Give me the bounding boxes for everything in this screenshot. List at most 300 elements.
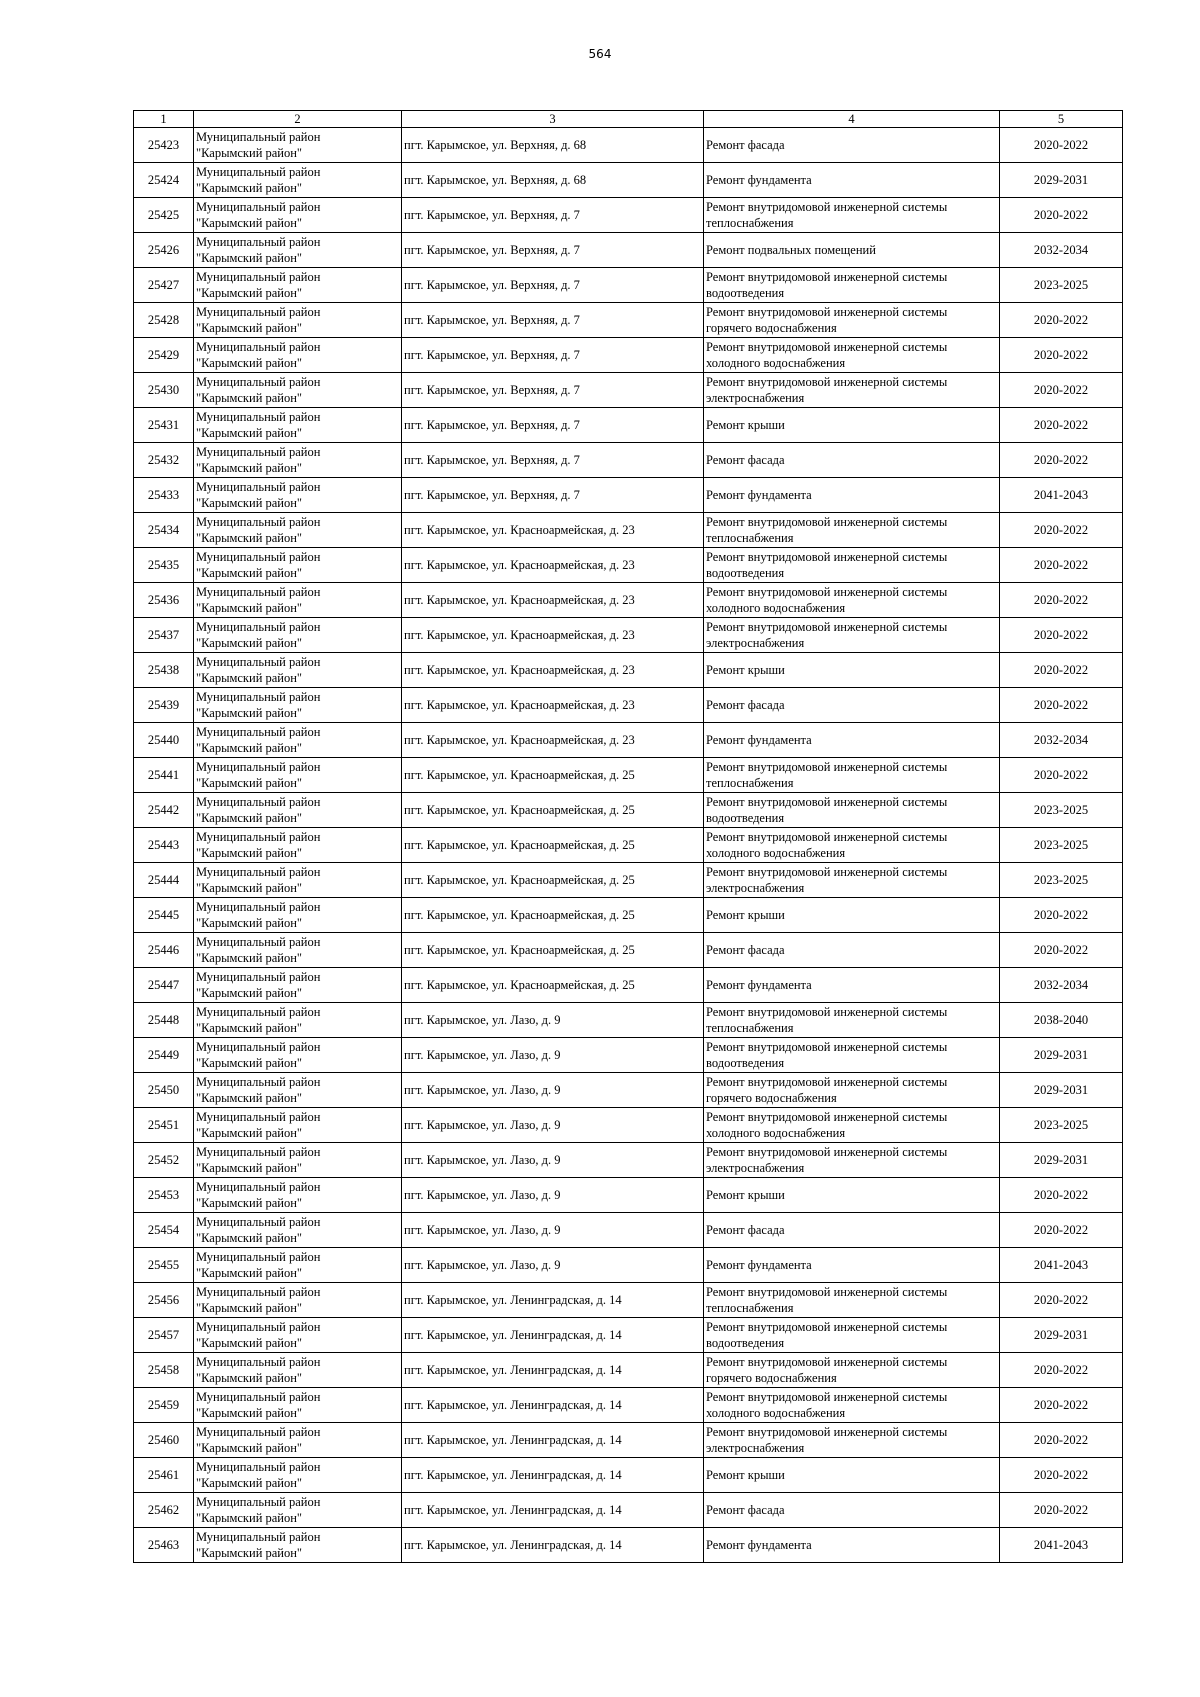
work-type-cell — [704, 1248, 1000, 1283]
years-cell: 2020-2022 — [1000, 583, 1123, 618]
district-line-2: "Карымский район" — [196, 1546, 303, 1560]
column-header-5: 5 — [1000, 111, 1123, 128]
years-cell: 2038-2040 — [1000, 1003, 1123, 1038]
years-cell: 2032-2034 — [1000, 233, 1123, 268]
years-cell: 2020-2022 — [1000, 1388, 1123, 1423]
work-line-1: Ремонт внутридомовой инженерной системы — [706, 375, 948, 389]
address-cell: пгт. Карымское, ул. Ленинградская, д. 14 — [402, 1388, 704, 1423]
work-line-1: Ремонт внутридомовой инженерной системы — [706, 865, 948, 879]
table-row — [134, 1143, 1123, 1178]
years-cell: 2020-2022 — [1000, 443, 1123, 478]
district-cell — [194, 1528, 402, 1563]
table-row — [134, 1108, 1123, 1143]
address-cell: пгт. Карымское, ул. Красноармейская, д. 25 — [402, 968, 704, 1003]
row-number: 25463 — [134, 1528, 194, 1563]
row-number: 25429 — [134, 338, 194, 373]
address-cell: пгт. Карымское, ул. Красноармейская, д. 25 — [402, 863, 704, 898]
years-cell: 2029-2031 — [1000, 1073, 1123, 1108]
district-cell — [194, 443, 402, 478]
work-type-cell — [704, 1318, 1000, 1353]
work-line-1: Ремонт внутридомовой инженерной системы — [706, 1320, 948, 1334]
table-row — [134, 1318, 1123, 1353]
district-cell — [194, 968, 402, 1003]
district-cell — [194, 478, 402, 513]
table-row — [134, 793, 1123, 828]
district-line-1: Муниципальный район — [196, 1075, 321, 1089]
row-number: 25438 — [134, 653, 194, 688]
table-row — [134, 478, 1123, 513]
work-type-cell — [704, 688, 1000, 723]
work-line-2: водоотведения — [706, 566, 785, 580]
district-line-1: Муниципальный район — [196, 1530, 321, 1544]
district-cell — [194, 898, 402, 933]
district-line-1: Муниципальный район — [196, 585, 321, 599]
work-line-1: Ремонт фасада — [706, 943, 785, 957]
table-row — [134, 1283, 1123, 1318]
work-line-2: водоотведения — [706, 1056, 785, 1070]
row-number: 25439 — [134, 688, 194, 723]
work-line-2: теплоснабжения — [706, 1301, 794, 1315]
table-row — [134, 653, 1123, 688]
work-type-cell — [704, 373, 1000, 408]
row-number: 25445 — [134, 898, 194, 933]
district-line-1: Муниципальный район — [196, 410, 321, 424]
table-row — [134, 548, 1123, 583]
district-cell — [194, 723, 402, 758]
row-number: 25443 — [134, 828, 194, 863]
district-line-1: Муниципальный район — [196, 760, 321, 774]
district-line-2: "Карымский район" — [196, 951, 303, 965]
row-number: 25432 — [134, 443, 194, 478]
years-cell: 2020-2022 — [1000, 653, 1123, 688]
work-type-cell — [704, 933, 1000, 968]
row-number: 25427 — [134, 268, 194, 303]
address-cell: пгт. Карымское, ул. Красноармейская, д. 25 — [402, 898, 704, 933]
district-cell — [194, 1283, 402, 1318]
row-number: 25462 — [134, 1493, 194, 1528]
page-number: 564 — [588, 47, 612, 61]
work-line-1: Ремонт фасада — [706, 1223, 785, 1237]
years-cell: 2023-2025 — [1000, 828, 1123, 863]
district-line-2: "Карымский район" — [196, 1091, 303, 1105]
table-row — [134, 1528, 1123, 1563]
work-type-cell — [704, 1458, 1000, 1493]
row-number: 25433 — [134, 478, 194, 513]
district-line-1: Муниципальный район — [196, 305, 321, 319]
years-cell: 2020-2022 — [1000, 513, 1123, 548]
work-type-cell — [704, 758, 1000, 793]
district-line-1: Муниципальный район — [196, 130, 321, 144]
work-line-1: Ремонт внутридомовой инженерной системы — [706, 550, 948, 564]
work-line-1: Ремонт внутридомовой инженерной системы — [706, 795, 948, 809]
district-cell — [194, 128, 402, 163]
years-cell: 2041-2043 — [1000, 1528, 1123, 1563]
district-line-1: Муниципальный район — [196, 1005, 321, 1019]
district-cell — [194, 408, 402, 443]
address-cell: пгт. Карымское, ул. Ленинградская, д. 14 — [402, 1318, 704, 1353]
address-cell: пгт. Карымское, ул. Верхняя, д. 68 — [402, 163, 704, 198]
table-row — [134, 1073, 1123, 1108]
table-row — [134, 1003, 1123, 1038]
table-row — [134, 1038, 1123, 1073]
district-cell — [194, 758, 402, 793]
table-row — [134, 1458, 1123, 1493]
years-cell: 2020-2022 — [1000, 1423, 1123, 1458]
address-cell: пгт. Карымское, ул. Лазо, д. 9 — [402, 1213, 704, 1248]
work-line-2: холодного водоснабжения — [706, 1126, 846, 1140]
district-line-2: "Карымский район" — [196, 846, 303, 860]
work-line-2: водоотведения — [706, 811, 785, 825]
work-line-2: водоотведения — [706, 286, 785, 300]
years-cell: 2020-2022 — [1000, 373, 1123, 408]
years-cell: 2020-2022 — [1000, 1458, 1123, 1493]
district-cell — [194, 548, 402, 583]
district-line-1: Муниципальный район — [196, 725, 321, 739]
address-cell: пгт. Карымское, ул. Красноармейская, д. 23 — [402, 513, 704, 548]
district-line-1: Муниципальный район — [196, 1285, 321, 1299]
address-cell: пгт. Карымское, ул. Ленинградская, д. 14 — [402, 1493, 704, 1528]
district-line-2: "Карымский район" — [196, 1231, 303, 1245]
address-cell: пгт. Карымское, ул. Верхняя, д. 7 — [402, 373, 704, 408]
work-line-1: Ремонт внутридомовой инженерной системы — [706, 1005, 948, 1019]
years-cell: 2020-2022 — [1000, 548, 1123, 583]
table-row — [134, 198, 1123, 233]
work-type-cell — [704, 583, 1000, 618]
district-cell — [194, 198, 402, 233]
years-cell: 2020-2022 — [1000, 338, 1123, 373]
row-number: 25423 — [134, 128, 194, 163]
years-cell: 2020-2022 — [1000, 1178, 1123, 1213]
address-cell: пгт. Карымское, ул. Лазо, д. 9 — [402, 1143, 704, 1178]
work-line-1: Ремонт фундамента — [706, 1258, 812, 1272]
work-type-cell — [704, 1493, 1000, 1528]
row-number: 25435 — [134, 548, 194, 583]
district-line-1: Муниципальный район — [196, 970, 321, 984]
work-line-1: Ремонт фундамента — [706, 173, 812, 187]
work-type-cell — [704, 723, 1000, 758]
district-line-2: "Карымский район" — [196, 986, 303, 1000]
district-line-1: Муниципальный район — [196, 655, 321, 669]
district-cell — [194, 583, 402, 618]
district-line-2: "Карымский район" — [196, 1266, 303, 1280]
work-line-1: Ремонт крыши — [706, 418, 785, 432]
years-cell: 2020-2022 — [1000, 198, 1123, 233]
work-type-cell — [704, 198, 1000, 233]
district-line-2: "Карымский район" — [196, 916, 303, 930]
work-type-cell — [704, 618, 1000, 653]
work-type-cell — [704, 968, 1000, 1003]
work-line-2: холодного водоснабжения — [706, 1406, 846, 1420]
table-row — [134, 1248, 1123, 1283]
work-line-1: Ремонт внутридомовой инженерной системы — [706, 1285, 948, 1299]
district-line-1: Муниципальный район — [196, 795, 321, 809]
district-line-2: "Карымский район" — [196, 321, 303, 335]
row-number: 25454 — [134, 1213, 194, 1248]
district-line-1: Муниципальный район — [196, 830, 321, 844]
years-cell: 2023-2025 — [1000, 863, 1123, 898]
row-number: 25426 — [134, 233, 194, 268]
work-type-cell — [704, 1528, 1000, 1563]
row-number: 25425 — [134, 198, 194, 233]
district-line-1: Муниципальный район — [196, 165, 321, 179]
address-cell: пгт. Карымское, ул. Красноармейская, д. 23 — [402, 548, 704, 583]
address-cell: пгт. Карымское, ул. Лазо, д. 9 — [402, 1248, 704, 1283]
column-header-2: 2 — [194, 111, 402, 128]
table-row — [134, 303, 1123, 338]
row-number: 25446 — [134, 933, 194, 968]
work-line-1: Ремонт внутридомовой инженерной системы — [706, 1355, 948, 1369]
district-line-2: "Карымский район" — [196, 881, 303, 895]
district-cell — [194, 1493, 402, 1528]
district-line-2: "Карымский район" — [196, 391, 303, 405]
district-line-1: Муниципальный район — [196, 480, 321, 494]
district-cell — [194, 653, 402, 688]
district-cell — [194, 1143, 402, 1178]
row-number: 25458 — [134, 1353, 194, 1388]
district-line-1: Муниципальный район — [196, 1250, 321, 1264]
years-cell: 2029-2031 — [1000, 163, 1123, 198]
district-cell — [194, 1213, 402, 1248]
address-cell: пгт. Карымское, ул. Ленинградская, д. 14 — [402, 1528, 704, 1563]
work-line-2: водоотведения — [706, 1336, 785, 1350]
district-line-1: Муниципальный район — [196, 620, 321, 634]
work-line-1: Ремонт крыши — [706, 1468, 785, 1482]
work-line-2: электроснабжения — [706, 881, 805, 895]
work-type-cell — [704, 1178, 1000, 1213]
address-cell: пгт. Карымское, ул. Лазо, д. 9 — [402, 1038, 704, 1073]
table-row — [134, 1353, 1123, 1388]
district-line-2: "Карымский район" — [196, 181, 303, 195]
district-line-2: "Карымский район" — [196, 1441, 303, 1455]
work-type-cell — [704, 1388, 1000, 1423]
table-row — [134, 758, 1123, 793]
table-row — [134, 443, 1123, 478]
work-type-cell — [704, 1073, 1000, 1108]
column-header-1: 1 — [134, 111, 194, 128]
years-cell: 2041-2043 — [1000, 1248, 1123, 1283]
address-cell: пгт. Карымское, ул. Красноармейская, д. 25 — [402, 793, 704, 828]
work-line-1: Ремонт внутридомовой инженерной системы — [706, 200, 948, 214]
address-cell: пгт. Карымское, ул. Красноармейская, д. 23 — [402, 583, 704, 618]
years-cell: 2023-2025 — [1000, 268, 1123, 303]
work-line-2: электроснабжения — [706, 391, 805, 405]
district-line-2: "Карымский район" — [196, 706, 303, 720]
district-cell — [194, 1353, 402, 1388]
district-line-1: Муниципальный район — [196, 200, 321, 214]
work-type-cell — [704, 163, 1000, 198]
work-type-cell — [704, 828, 1000, 863]
work-line-1: Ремонт внутридомовой инженерной системы — [706, 305, 948, 319]
table-row — [134, 513, 1123, 548]
row-number: 25436 — [134, 583, 194, 618]
district-line-1: Муниципальный район — [196, 445, 321, 459]
years-cell: 2020-2022 — [1000, 1353, 1123, 1388]
district-line-2: "Карымский район" — [196, 1126, 303, 1140]
district-line-1: Муниципальный район — [196, 1110, 321, 1124]
work-type-cell — [704, 233, 1000, 268]
district-line-1: Муниципальный район — [196, 900, 321, 914]
table-row — [134, 408, 1123, 443]
work-line-2: теплоснабжения — [706, 1021, 794, 1035]
district-line-2: "Карымский район" — [196, 601, 303, 615]
work-line-1: Ремонт внутридомовой инженерной системы — [706, 515, 948, 529]
district-line-2: "Карымский район" — [196, 1196, 303, 1210]
work-line-1: Ремонт внутридомовой инженерной системы — [706, 620, 948, 634]
table-row — [134, 968, 1123, 1003]
work-type-cell — [704, 1423, 1000, 1458]
row-number: 25451 — [134, 1108, 194, 1143]
years-cell: 2020-2022 — [1000, 1283, 1123, 1318]
work-line-2: горячего водоснабжения — [706, 1371, 837, 1385]
district-cell — [194, 1388, 402, 1423]
table-row — [134, 688, 1123, 723]
district-cell — [194, 1423, 402, 1458]
table-body — [134, 111, 1123, 1563]
table-row — [134, 863, 1123, 898]
work-type-cell — [704, 793, 1000, 828]
address-cell: пгт. Карымское, ул. Ленинградская, д. 14 — [402, 1423, 704, 1458]
table-row — [134, 1423, 1123, 1458]
district-line-2: "Карымский район" — [196, 1476, 303, 1490]
district-line-2: "Карымский район" — [196, 496, 303, 510]
district-line-2: "Карымский район" — [196, 216, 303, 230]
district-line-2: "Карымский район" — [196, 426, 303, 440]
address-cell: пгт. Карымское, ул. Лазо, д. 9 — [402, 1073, 704, 1108]
district-cell — [194, 373, 402, 408]
work-line-1: Ремонт фасада — [706, 698, 785, 712]
work-line-1: Ремонт внутридомовой инженерной системы — [706, 1145, 948, 1159]
district-line-1: Муниципальный район — [196, 1425, 321, 1439]
work-type-cell — [704, 303, 1000, 338]
row-number: 25430 — [134, 373, 194, 408]
work-line-1: Ремонт внутридомовой инженерной системы — [706, 1110, 948, 1124]
work-line-1: Ремонт внутридомовой инженерной системы — [706, 270, 948, 284]
work-type-cell — [704, 1213, 1000, 1248]
work-line-1: Ремонт фасада — [706, 453, 785, 467]
district-line-2: "Карымский район" — [196, 566, 303, 580]
district-cell — [194, 1318, 402, 1353]
district-line-2: "Карымский район" — [196, 1301, 303, 1315]
address-cell: пгт. Карымское, ул. Верхняя, д. 7 — [402, 303, 704, 338]
address-cell: пгт. Карымское, ул. Верхняя, д. 7 — [402, 268, 704, 303]
district-line-1: Муниципальный район — [196, 375, 321, 389]
address-cell: пгт. Карымское, ул. Верхняя, д. 7 — [402, 408, 704, 443]
address-cell: пгт. Карымское, ул. Ленинградская, д. 14 — [402, 1283, 704, 1318]
district-cell — [194, 618, 402, 653]
work-line-2: теплоснабжения — [706, 531, 794, 545]
work-type-cell — [704, 1003, 1000, 1038]
work-line-2: горячего водоснабжения — [706, 321, 837, 335]
work-line-2: теплоснабжения — [706, 216, 794, 230]
address-cell: пгт. Карымское, ул. Верхняя, д. 7 — [402, 443, 704, 478]
row-number: 25456 — [134, 1283, 194, 1318]
district-line-1: Муниципальный район — [196, 1180, 321, 1194]
district-line-2: "Карымский район" — [196, 1371, 303, 1385]
years-cell: 2023-2025 — [1000, 793, 1123, 828]
district-line-2: "Карымский район" — [196, 531, 303, 545]
years-cell: 2029-2031 — [1000, 1038, 1123, 1073]
district-cell — [194, 1178, 402, 1213]
work-line-1: Ремонт фундамента — [706, 488, 812, 502]
address-cell: пгт. Карымское, ул. Верхняя, д. 7 — [402, 233, 704, 268]
work-type-cell — [704, 653, 1000, 688]
years-cell: 2020-2022 — [1000, 688, 1123, 723]
work-line-1: Ремонт крыши — [706, 1188, 785, 1202]
work-line-2: теплоснабжения — [706, 776, 794, 790]
row-number: 25448 — [134, 1003, 194, 1038]
column-header-3: 3 — [402, 111, 704, 128]
district-line-1: Муниципальный район — [196, 690, 321, 704]
row-number: 25461 — [134, 1458, 194, 1493]
row-number: 25440 — [134, 723, 194, 758]
years-cell: 2032-2034 — [1000, 723, 1123, 758]
work-line-1: Ремонт внутридомовой инженерной системы — [706, 1075, 948, 1089]
district-line-1: Муниципальный район — [196, 1215, 321, 1229]
work-line-1: Ремонт фундамента — [706, 733, 812, 747]
work-type-cell — [704, 408, 1000, 443]
years-cell: 2041-2043 — [1000, 478, 1123, 513]
district-cell — [194, 163, 402, 198]
work-line-1: Ремонт внутридомовой инженерной системы — [706, 1040, 948, 1054]
district-cell — [194, 268, 402, 303]
district-line-1: Муниципальный район — [196, 515, 321, 529]
district-line-2: "Карымский район" — [196, 1511, 303, 1525]
table-row — [134, 828, 1123, 863]
years-cell: 2020-2022 — [1000, 303, 1123, 338]
address-cell: пгт. Карымское, ул. Красноармейская, д. 23 — [402, 653, 704, 688]
row-number: 25431 — [134, 408, 194, 443]
work-type-cell — [704, 863, 1000, 898]
district-line-1: Муниципальный район — [196, 935, 321, 949]
district-line-1: Муниципальный район — [196, 550, 321, 564]
work-type-cell — [704, 513, 1000, 548]
row-number: 25444 — [134, 863, 194, 898]
row-number: 25452 — [134, 1143, 194, 1178]
district-line-2: "Карымский район" — [196, 1056, 303, 1070]
table-row — [134, 373, 1123, 408]
address-cell: пгт. Карымское, ул. Ленинградская, д. 14 — [402, 1458, 704, 1493]
district-line-1: Муниципальный район — [196, 270, 321, 284]
row-number: 25459 — [134, 1388, 194, 1423]
district-line-2: "Карымский район" — [196, 461, 303, 475]
address-cell: пгт. Карымское, ул. Лазо, д. 9 — [402, 1108, 704, 1143]
address-cell: пгт. Карымское, ул. Верхняя, д. 7 — [402, 198, 704, 233]
work-line-1: Ремонт внутридомовой инженерной системы — [706, 585, 948, 599]
work-line-1: Ремонт фундамента — [706, 978, 812, 992]
years-cell: 2020-2022 — [1000, 758, 1123, 793]
district-cell — [194, 513, 402, 548]
years-cell: 2020-2022 — [1000, 898, 1123, 933]
address-cell: пгт. Карымское, ул. Верхняя, д. 68 — [402, 128, 704, 163]
years-cell: 2029-2031 — [1000, 1143, 1123, 1178]
table-row — [134, 723, 1123, 758]
district-cell — [194, 828, 402, 863]
district-cell — [194, 1248, 402, 1283]
years-cell: 2020-2022 — [1000, 1493, 1123, 1528]
district-line-2: "Карымский район" — [196, 776, 303, 790]
row-number: 25455 — [134, 1248, 194, 1283]
district-line-2: "Карымский район" — [196, 356, 303, 370]
table-row — [134, 618, 1123, 653]
work-line-1: Ремонт фундамента — [706, 1538, 812, 1552]
work-type-cell — [704, 443, 1000, 478]
row-number: 25453 — [134, 1178, 194, 1213]
work-type-cell — [704, 1143, 1000, 1178]
district-line-2: "Карымский район" — [196, 636, 303, 650]
table-row — [134, 268, 1123, 303]
header-row — [134, 111, 1123, 128]
district-cell — [194, 233, 402, 268]
